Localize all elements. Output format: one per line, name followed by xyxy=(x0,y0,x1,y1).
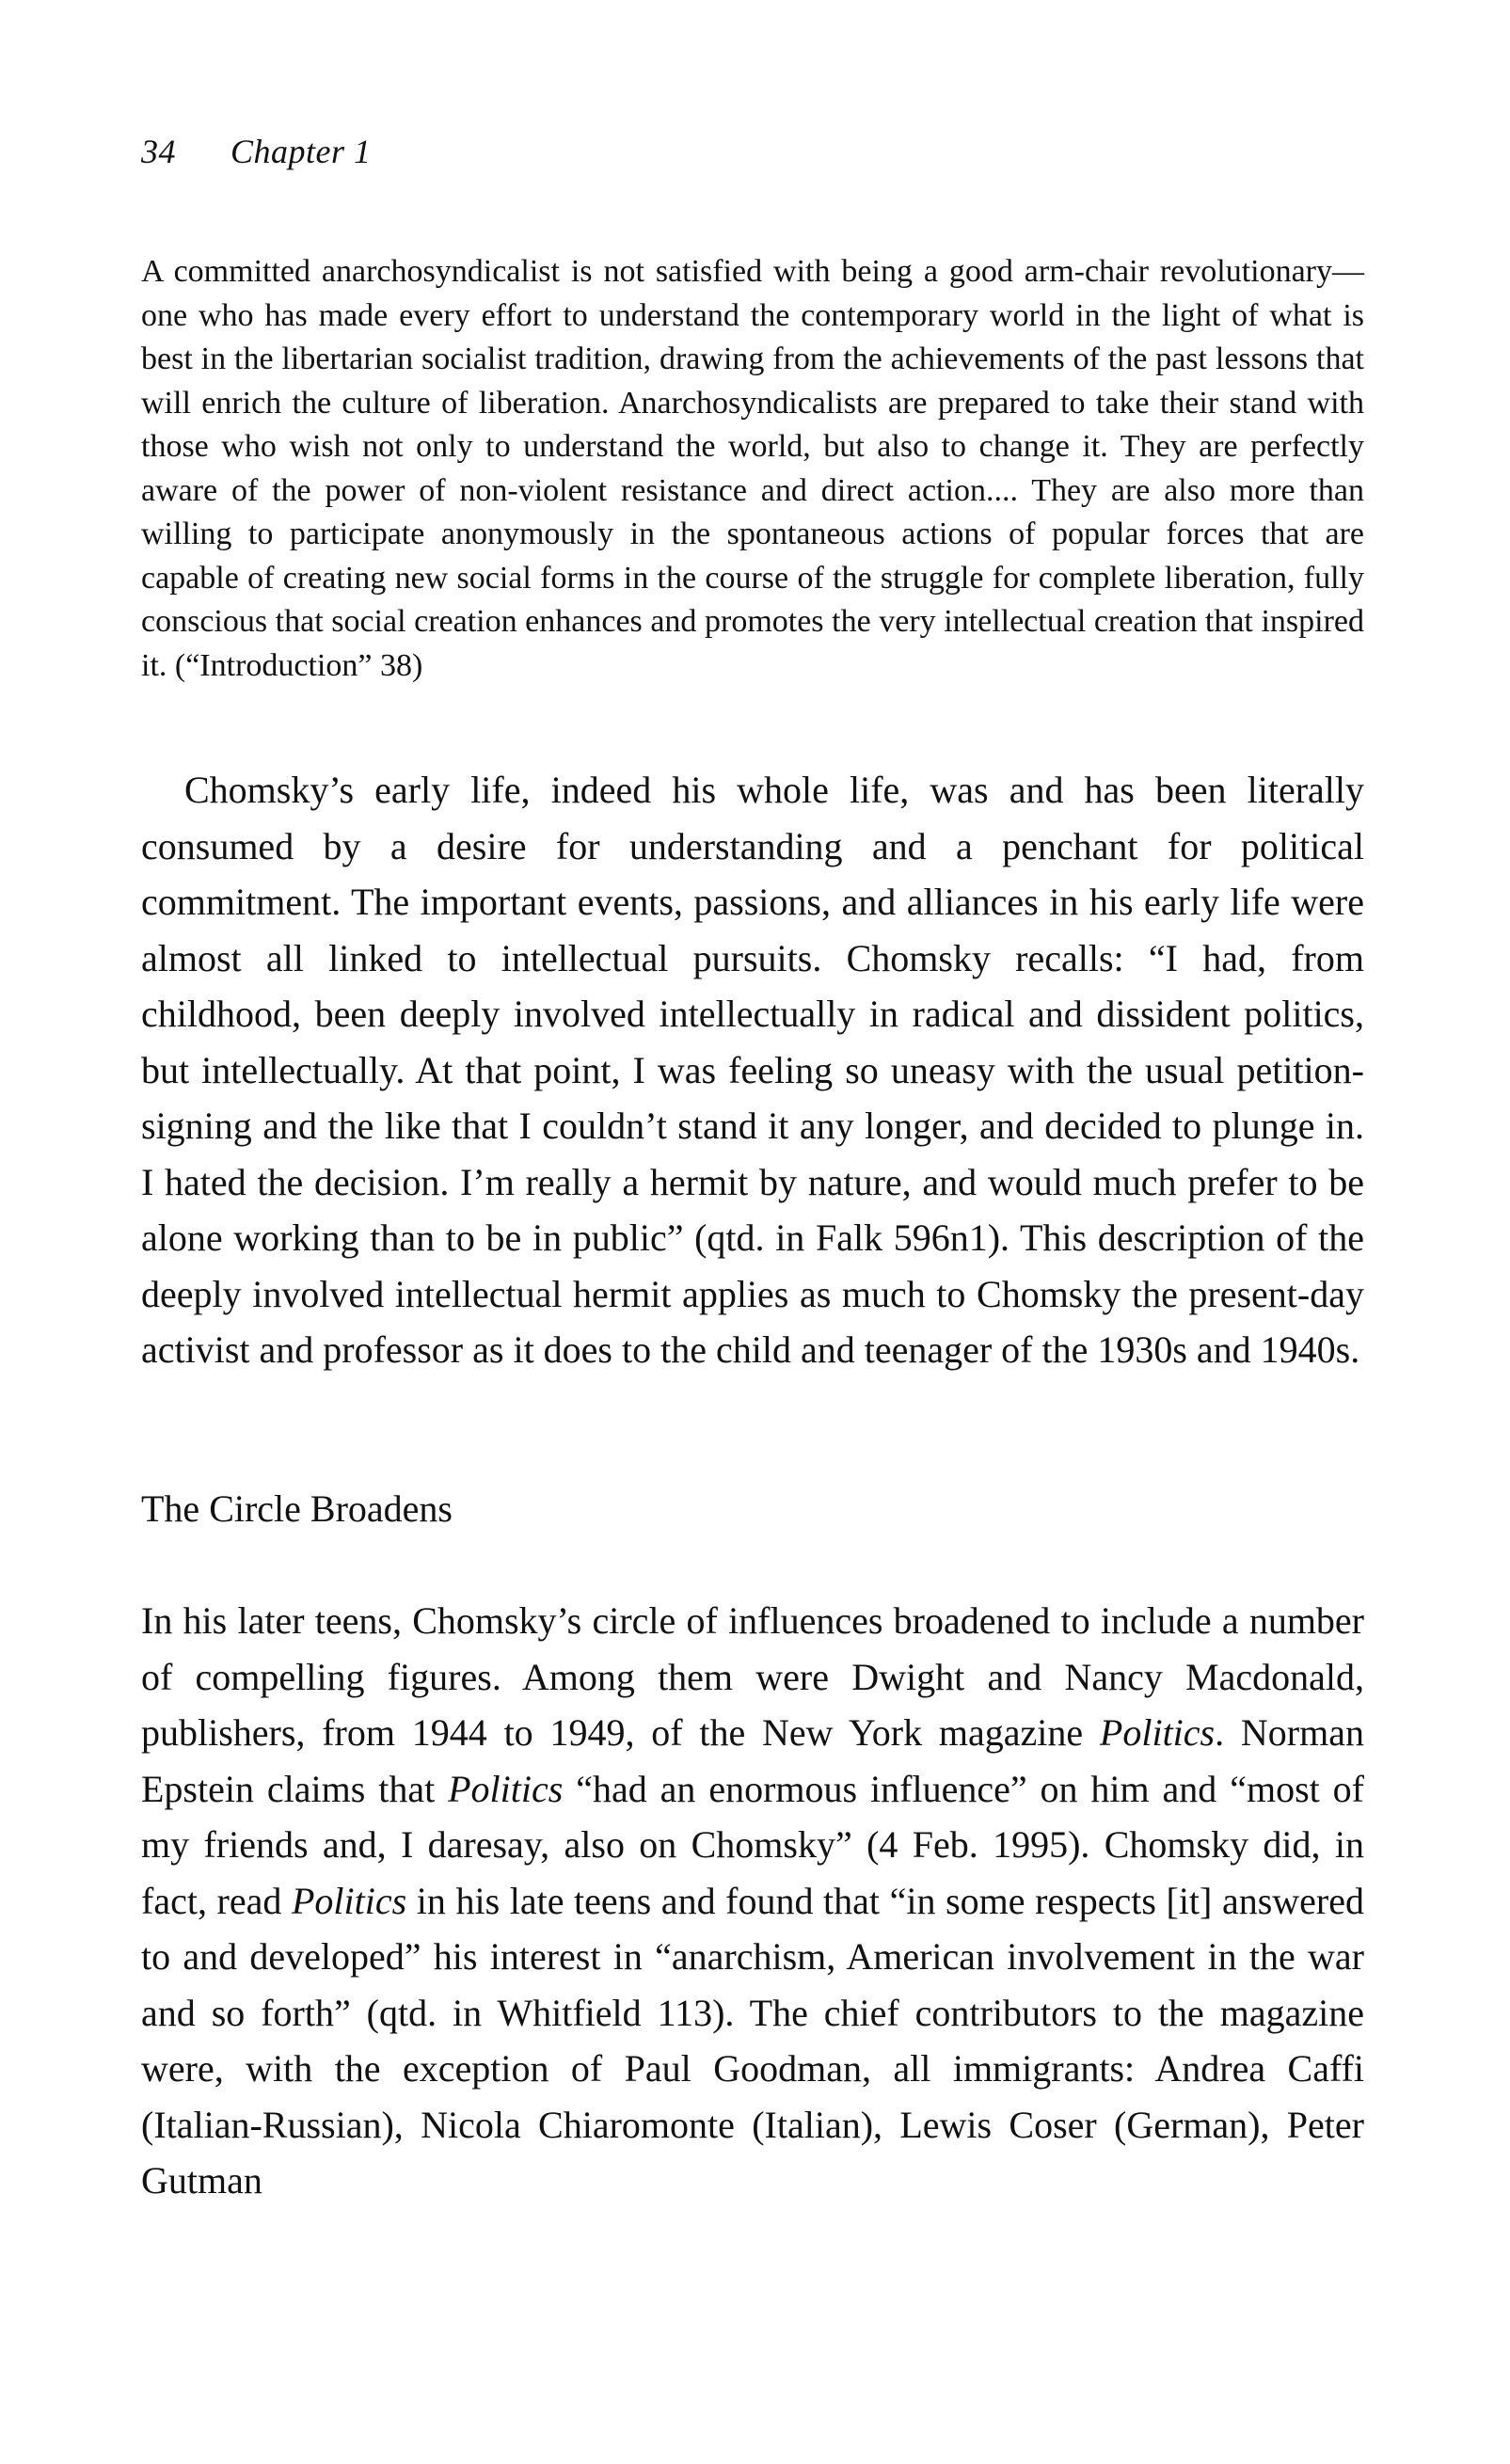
italic-title: Politics xyxy=(1099,1711,1216,1754)
text-run: “had an enormous influence” on him and “most of my friends and, I daresay, also on Chomsky” (4 Feb. 1995). Chomsky did, in fact, read xyxy=(141,1767,1364,1922)
page-number: 34 xyxy=(141,133,176,170)
italic-title: Politics xyxy=(291,1879,407,1922)
body-paragraph xyxy=(141,1593,1364,2209)
text-run: in his late teens and found that “in some respects [it] answered to and developed” his interest in “anarchism, American involvement in the war and so forth” (qtd. in Whitfield 113). The chief contributors to the magazine were, with the exception of Paul Goodman, all immigrants: Andrea Caffi (Italian-Russian), Nicola Chiaromonte (Italian), Lewis Coser (German), Peter Gutman xyxy=(141,1879,1364,2202)
body-paragraph: Chomsky’s early life, indeed his whole life, was and has been literally consumed by a desire for understanding and a penchant for political commitment. The important events, passions, and alliances in his early life were almost all linked to intellectual pursuits. Chomsky recalls: “I had, from childhood, been deeply involved intellectually in radical and dissident politics, but intellectually. At that point, I was feeling so uneasy with the usual petition-signing and the like that I couldn’t stand it any longer, and decided to plunge in. I hated the decision. I’m really a hermit by nature, and would much prefer to be alone working than to be in public” (qtd. in Falk 596n1). This description of the deeply involved intellectual hermit applies as much to Chomsky the present-day activist and professor as it does to the child and teenager of the 1930s and 1940s. xyxy=(141,769,1364,1371)
section-heading: The Circle Broadens xyxy=(141,1487,453,1530)
block-quote: A committed anarchosyndicalist is not satisfied with being a good arm-chair revolutionary—one who has made every effort to understand the contemporary world in the light of what is best in the libertarian socialist tradition, drawing from the achievements of the past lessons that will enrich the culture of liberation. Anarchosyndicalists are prepared to take their stand with those who wish not only to understand the world, but also to change it. They are perfectly aware of the power of non-violent resistance and direct action.... They are also more than willing to participate anonymously in the spontaneous actions of popular forces that are capable of creating new social forms in the course of the struggle for complete liberation, fully conscious that social creation enhances and promotes the very intellectual creation that inspired it. (“Introduction” 38) xyxy=(141,254,1364,683)
italic-title: Politics xyxy=(448,1767,564,1810)
chapter-title: Chapter 1 xyxy=(230,133,372,170)
text-run: In his later teens, Chomsky’s circle of influences broadened to include a number of compelling figures. Among them were Dwight and Nancy Macdonald, publishers, from 1944 to 1949, of the New York magazine xyxy=(141,1599,1364,1754)
running-head xyxy=(141,132,372,171)
text-run: . Norman Epstein claims that xyxy=(141,1711,1364,1810)
